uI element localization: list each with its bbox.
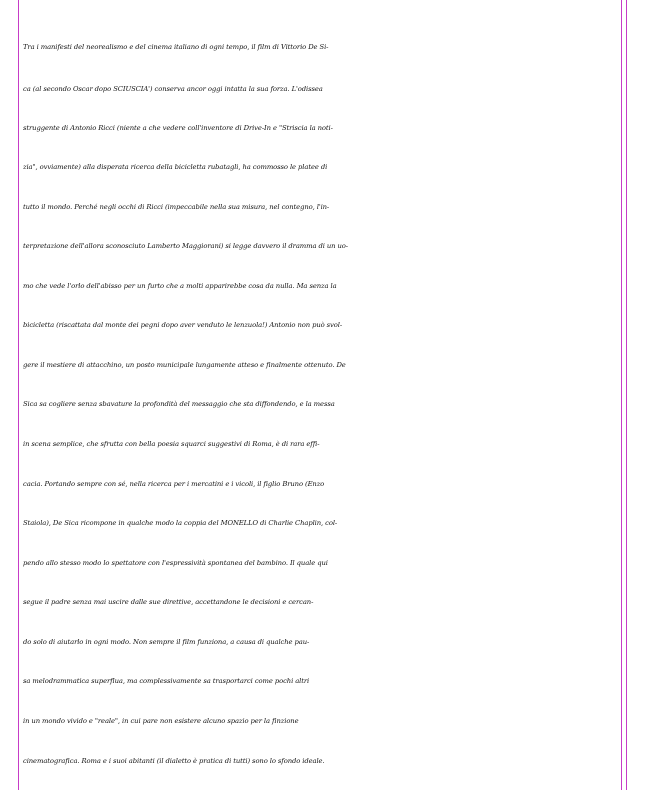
text-line: in scena semplice, che sfrutta con bella poesia squarci suggestivi di Roma, è di rara effi- (23, 440, 320, 448)
text-line: cinematografica. Roma e i suoi abitanti (il dialetto è pratica di tutti) sono lo sfondo ideale. (23, 757, 325, 765)
text-line: bicicletta (riscattata dal monte dei pegni dopo aver venduto le lenzuola!) Antonio non può svol- (23, 321, 343, 329)
left-margin-line (18, 0, 19, 790)
text-line: ca (al secondo Oscar dopo SCIUSCIA') conserva ancor oggi intatta la sua forza. L'odissea (23, 85, 323, 93)
text-line: pendo allo stesso modo lo spettatore con l'espressività spontanea del bambino. Il quale qui (23, 559, 328, 567)
text-line: in un mondo vivido e "reale", in cui pare non esistere alcuno spazio per la finzione (23, 717, 299, 725)
text-line: sa melodrammatica superflua, ma complessivamente sa trasportarci come pochi altri (23, 677, 310, 685)
text-line: Sica sa cogliere senza sbavature la profondità del messaggio che sta diffondendo, e la messa (23, 400, 335, 408)
text-line: struggente di Antonio Ricci (niente a che vedere coll'inventore di Drive-In e "Striscia la noti- (23, 124, 333, 132)
text-line: gere il mestiere di attacchino, un posto municipale lungamente atteso e finalmente ottenuto. De (23, 361, 346, 369)
text-line: cacia. Portando sempre con sé, nella ricerca per i mercatini e i vicoli, il figlio Bruno (Enzo (23, 480, 325, 488)
text-line: mo che vede l'orlo dell'abisso per un furto che a molti apparirebbe cosa da nulla. Ma senza la (23, 282, 337, 290)
text-line: segue il padre senza mai uscire dalle sue direttive, accettandone le decisioni e cercan- (23, 598, 314, 606)
text-line: terpretazione dell'allora sconosciuto Lamberto Maggiorani) si legge davvero il dramma di un uo- (23, 242, 348, 250)
text-line: tutto il mondo. Perché negli occhi di Ricci (impeccabile nella sua misura, nel contegno, l'in- (23, 203, 330, 211)
right-margin-line-outer (626, 0, 627, 790)
text-line: Tra i manifesti del neorealismo e del cinema italiano di ogni tempo, il film di Vittorio De Si- (23, 43, 329, 51)
text-line: zia", ovviamente) alla disperata ricerca della bicicletta rubatagli, ha commosso le platee di (23, 163, 328, 171)
text-line: Staiola), De Sica ricompone in qualche modo la coppia del MONELLO di Charlie Chaplin, col- (23, 519, 338, 527)
text-line: do solo di aiutarlo in ogni modo. Non sempre il film funziona, a causa di qualche pau- (23, 638, 310, 646)
